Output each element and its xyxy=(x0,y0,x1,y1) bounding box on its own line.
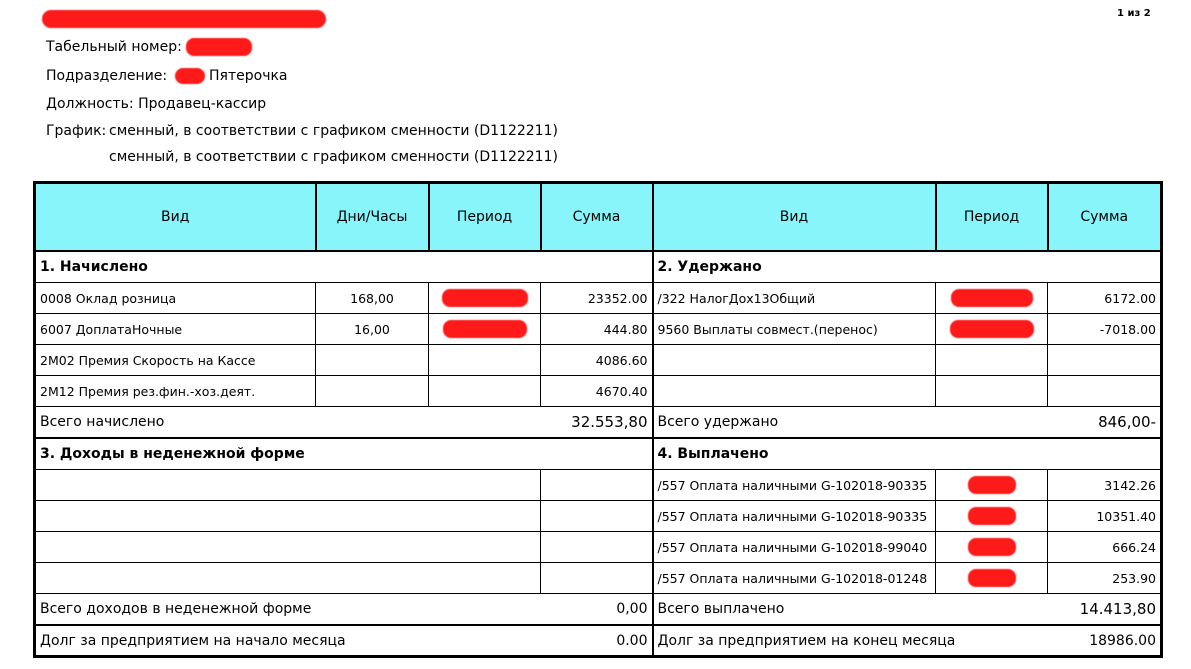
nonmonetary-sum xyxy=(541,501,653,532)
totals-row xyxy=(35,594,1162,626)
accrued-name: 2М12 Премия рез.фин.-хоз.деят. xyxy=(35,376,316,407)
col-header-vid-right: Вид xyxy=(653,183,936,252)
paid-sum: 666.24 xyxy=(1048,532,1162,563)
page-number: 1 из 2 xyxy=(1117,8,1151,19)
table-row xyxy=(35,314,1162,345)
paid-sum: 253.90 xyxy=(1048,563,1162,594)
total-paid-label: Всего выплачено xyxy=(653,594,1048,626)
col-header-vid: Вид xyxy=(35,183,316,252)
withheld-sum xyxy=(1048,376,1162,407)
tabel-number-row xyxy=(46,38,252,56)
col-header-sum: Сумма xyxy=(541,183,653,252)
withheld-sum: 6172.00 xyxy=(1048,283,1162,314)
total-accrued-value: 32.553,80 xyxy=(429,407,653,439)
table-row xyxy=(35,376,1162,407)
paid-name: /557 Оплата наличными G-102018-90335 xyxy=(653,470,936,501)
total-withheld-label: Всего удержано xyxy=(653,407,1048,439)
accrued-sum: 4086.60 xyxy=(541,345,653,376)
accrued-name: 0008 Оклад розница xyxy=(35,283,316,314)
accrued-period xyxy=(429,345,541,376)
nonmonetary-name xyxy=(35,563,541,594)
nonmonetary-name xyxy=(35,532,541,563)
section-nonmonetary-title: 3. Доходы в неденежной форме xyxy=(35,438,653,470)
total-nonmonetary-label: Всего доходов в неденежной форме xyxy=(35,594,429,626)
nonmonetary-sum xyxy=(541,470,653,501)
accrued-days: 168,00 xyxy=(316,283,429,314)
section-withheld-title: 2. Удержано xyxy=(653,251,1162,283)
section-accrued-title: 1. Начислено xyxy=(35,251,653,283)
withheld-name: 9560 Выплаты совмест.(перенос) xyxy=(653,314,936,345)
totals-row xyxy=(35,407,1162,439)
position-row xyxy=(46,96,266,112)
withheld-period xyxy=(936,376,1048,407)
total-paid-value: 14.413,80 xyxy=(1048,594,1162,626)
table-row xyxy=(35,563,1162,594)
schedule-line-2: сменный, в соответствии с графиком сменности (D1122211) xyxy=(109,149,558,165)
section-row xyxy=(35,438,1162,470)
redacted-period xyxy=(968,538,1016,556)
position-value: Продавец-кассир xyxy=(138,96,267,112)
debt-start-label: Долг за предприятием на начало месяца xyxy=(35,625,429,657)
col-header-sum-right: Сумма xyxy=(1048,183,1162,252)
accrued-period xyxy=(429,283,541,314)
redacted-period xyxy=(950,320,1034,338)
redacted-period xyxy=(442,289,528,307)
tabel-number-label: Табельный номер: xyxy=(46,39,182,55)
payslip-table xyxy=(33,181,1163,658)
accrued-sum: 444.80 xyxy=(541,314,653,345)
col-header-period-right: Период xyxy=(936,183,1048,252)
withheld-period xyxy=(936,345,1048,376)
table-row xyxy=(35,532,1162,563)
col-header-days-hours: Дни/Часы xyxy=(316,183,429,252)
table-row xyxy=(35,283,1162,314)
schedule-line-1: сменный, в соответствии с графиком сменности (D1122211) xyxy=(109,123,558,139)
paid-name: /557 Оплата наличными G-102018-99040 xyxy=(653,532,936,563)
total-withheld-value: 846,00- xyxy=(1048,407,1162,439)
division-row xyxy=(46,68,288,84)
accrued-name: 2М02 Премия Скорость на Кассе xyxy=(35,345,316,376)
total-nonmonetary-value: 0,00 xyxy=(429,594,653,626)
paid-name: /557 Оплата наличными G-102018-90335 xyxy=(653,501,936,532)
schedule-label: График: xyxy=(46,123,107,139)
accrued-name: 6007 ДоплатаНочные xyxy=(35,314,316,345)
nonmonetary-name xyxy=(35,501,541,532)
redacted-period xyxy=(968,476,1016,494)
debt-end-value: 18986.00 xyxy=(1048,625,1162,657)
redacted-period xyxy=(951,289,1033,307)
accrued-period xyxy=(429,376,541,407)
division-label: Подразделение: xyxy=(46,68,168,84)
paid-name: /557 Оплата наличными G-102018-01248 xyxy=(653,563,936,594)
position-label: Должность: xyxy=(46,96,134,112)
accrued-days xyxy=(316,345,429,376)
withheld-period xyxy=(936,283,1048,314)
table-row xyxy=(35,470,1162,501)
table-row xyxy=(35,501,1162,532)
total-accrued-label: Всего начислено xyxy=(35,407,429,439)
redacted-tabel-number xyxy=(186,38,252,56)
debt-end-label: Долг за предприятием на конец месяца xyxy=(653,625,1048,657)
withheld-sum xyxy=(1048,345,1162,376)
paid-period xyxy=(936,563,1048,594)
table-row xyxy=(35,345,1162,376)
paid-period xyxy=(936,470,1048,501)
accrued-sum: 4670.40 xyxy=(541,376,653,407)
redacted-period xyxy=(968,507,1016,525)
nonmonetary-sum xyxy=(541,563,653,594)
debt-row xyxy=(35,625,1162,657)
paid-sum: 10351.40 xyxy=(1048,501,1162,532)
paid-period xyxy=(936,532,1048,563)
withheld-period xyxy=(936,314,1048,345)
accrued-sum: 23352.00 xyxy=(541,283,653,314)
nonmonetary-name xyxy=(35,470,541,501)
accrued-days: 16,00 xyxy=(316,314,429,345)
withheld-name: /322 НалогДох13Общий xyxy=(653,283,936,314)
section-paid-title: 4. Выплачено xyxy=(653,438,1162,470)
paid-sum: 3142.26 xyxy=(1048,470,1162,501)
redacted-period xyxy=(443,320,527,338)
redacted-division-code xyxy=(175,68,205,84)
withheld-name xyxy=(653,376,936,407)
division-value: Пятерочка xyxy=(209,68,288,84)
accrued-period xyxy=(429,314,541,345)
redacted-period xyxy=(968,569,1016,587)
section-row xyxy=(35,251,1162,283)
paid-period xyxy=(936,501,1048,532)
nonmonetary-sum xyxy=(541,532,653,563)
col-header-period: Период xyxy=(429,183,541,252)
table-header-row xyxy=(35,183,1162,252)
withheld-name xyxy=(653,345,936,376)
redacted-name xyxy=(42,10,326,28)
accrued-days xyxy=(316,376,429,407)
withheld-sum: -7018.00 xyxy=(1048,314,1162,345)
debt-start-value: 0.00 xyxy=(429,625,653,657)
